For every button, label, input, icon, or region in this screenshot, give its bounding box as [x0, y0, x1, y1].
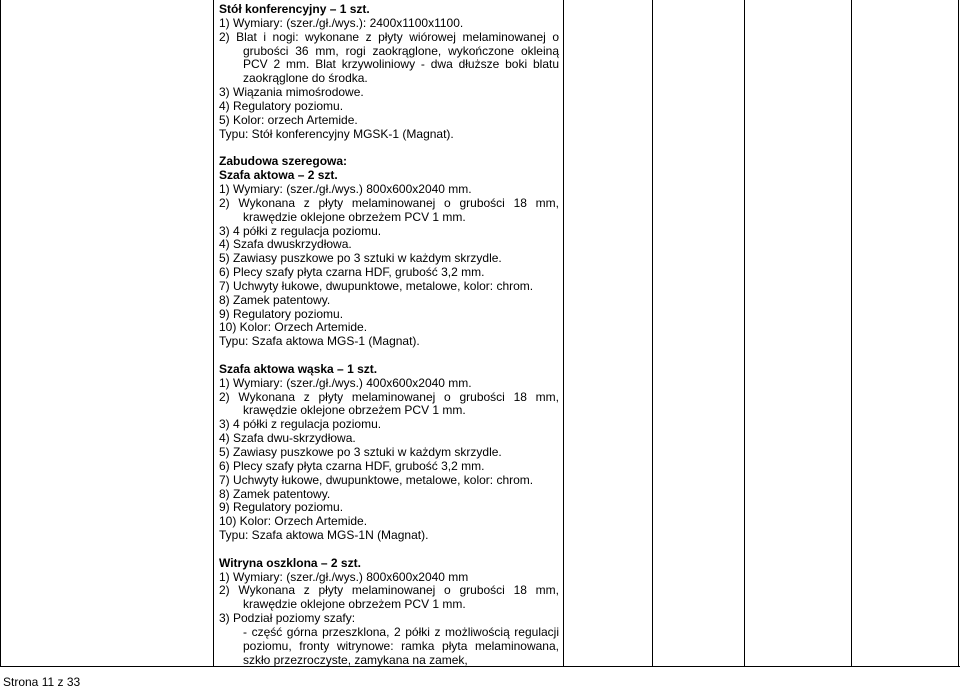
spec-line: Typu: Szafa aktowa MGS-1N (Magnat). — [219, 528, 429, 543]
spec-line: 3) 4 półki z regulacja poziomu. — [219, 417, 382, 432]
spec-line: 5) Zawiasy puszkowe po 3 sztuki w każdym skrzydle. — [219, 251, 502, 266]
spec-line: - część górna przeszklona, 2 półki z możliwością regulacji — [243, 624, 559, 639]
spec-line: krawędzie oklejone obrzeżem PCV 1 mm. — [243, 597, 466, 612]
table-border — [0, 0, 1, 666]
spec-line: 8) Zamek patentowy. — [219, 486, 331, 501]
spec-line: krawędzie oklejone obrzeżem PCV 1 mm. — [243, 209, 466, 224]
spec-line: 3) Podział poziomy szafy: — [219, 611, 356, 626]
spec-line: 10) Kolor: Orzech Artemide. — [219, 320, 368, 335]
spec-line: szkło przezroczyste, zamykana na zamek, — [243, 652, 468, 667]
spec-line: 5) Kolor: orzech Artemide. — [219, 112, 358, 127]
spec-line: 1) Wymiary: (szer./gł./wys.) 400x600x2040 mm. — [219, 375, 472, 390]
section-heading: Zabudowa szeregowa: — [219, 154, 348, 169]
spec-line: 1) Wymiary: (szer./gł./wys.): 2400x1100x1100. — [219, 15, 464, 30]
spec-line: grubości 36 mm, rogi zaokrąglone, wykończone okleiną — [243, 43, 559, 58]
spec-line: 9) Regulatory poziomu. — [219, 500, 344, 515]
spec-line: 4) Szafa dwuskrzydłowa. — [219, 237, 352, 252]
spec-line: poziomu, fronty witrynowe: ramka płyta melaminowana, — [243, 638, 559, 653]
spec-line: 6) Plecy szafy płyta czarna HDF, grubość 3,2 mm. — [219, 265, 485, 280]
spec-line: 2) Wykonana z płyty melaminowanej o grubości 18 mm, — [219, 583, 559, 598]
page-number: Strona 11 z 33 — [3, 675, 81, 689]
column-divider — [744, 0, 745, 666]
spec-line: 10) Kolor: Orzech Artemide. — [219, 514, 368, 529]
spec-line: 4) Szafa dwu-skrzydłowa. — [219, 431, 356, 446]
column-divider — [851, 0, 852, 666]
item-title: Szafa aktowa wąska – 1 szt. — [219, 361, 378, 376]
item-title: Stół konferencyjny – 1 szt. — [219, 2, 370, 16]
spec-line: PCV 2 mm. Blat krzywoliniowy - dwa dłuższe boki blatu — [243, 57, 559, 72]
spec-line: 7) Uchwyty łukowe, dwupunktowe, metalowe, kolor: chrom. — [219, 278, 534, 293]
spec-line: 7) Uchwyty łukowe, dwupunktowe, metalowe, kolor: chrom. — [219, 472, 534, 487]
spec-line: 1) Wymiary: (szer./gł./wys.) 800x600x2040 mm. — [219, 181, 472, 196]
spec-line: Typu: Szafa aktowa MGS-1 (Magnat). — [219, 334, 420, 349]
spec-line: 1) Wymiary: (szer./gł./wys.) 800x600x2040 mm — [219, 569, 469, 584]
column-divider — [652, 0, 653, 666]
spec-line: 8) Zamek patentowy. — [219, 292, 331, 307]
spec-line: 5) Zawiasy puszkowe po 3 sztuki w każdym skrzydle. — [219, 445, 502, 459]
spec-line: 9) Regulatory poziomu. — [219, 306, 344, 321]
spec-line: 2) Wykonana z płyty melaminowanej o grubości 18 mm, — [219, 195, 559, 210]
spec-line: 2) Wykonana z płyty melaminowanej o grubości 18 mm, — [219, 389, 559, 404]
item-title: Szafa aktowa – 2 szt. — [219, 168, 338, 183]
item-title: Witryna oszklona – 2 szt. — [219, 555, 361, 570]
spec-line: krawędzie oklejone obrzeżem PCV 1 mm. — [243, 403, 466, 418]
column-divider — [563, 0, 564, 666]
column-divider — [958, 0, 959, 666]
spec-line: 2) Blat i nogi: wykonane z płyty wiórowej melaminowanej o — [219, 29, 559, 44]
spec-line: zaokrąglone do środka. — [243, 71, 368, 86]
spec-line: 6) Plecy szafy płyta czarna HDF, grubość 3,2 mm. — [219, 458, 485, 473]
specification-cell — [219, 3, 559, 668]
spec-line: 4) Regulatory poziomu. — [219, 98, 344, 113]
spec-line: Typu: Stół konferencyjny MGSK-1 (Magnat). — [219, 126, 454, 141]
spec-line: 3) 4 półki z regulacja poziomu. — [219, 223, 382, 238]
spec-line: 3) Wiązania mimośrodowe. — [219, 85, 364, 100]
column-divider — [213, 0, 214, 666]
